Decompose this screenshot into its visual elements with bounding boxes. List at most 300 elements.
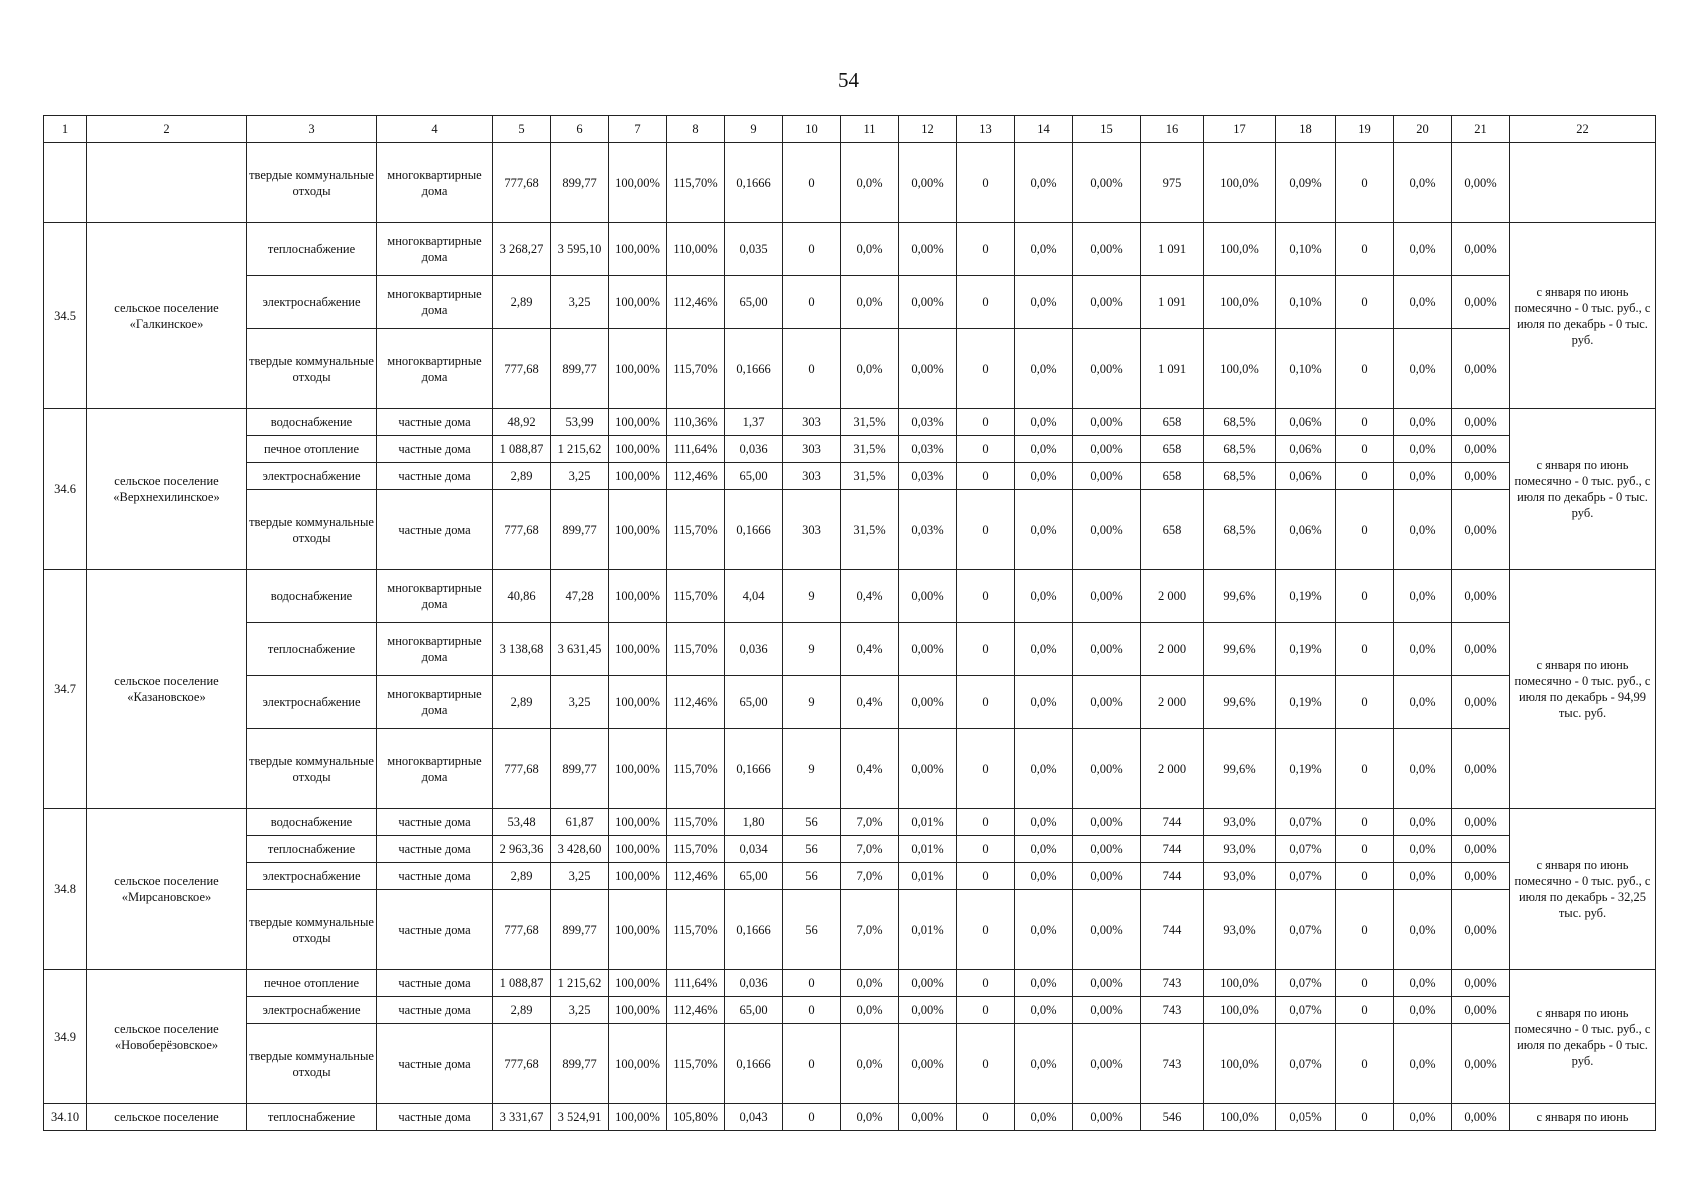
index-first-half: 100,00% [609, 223, 667, 276]
index-first-half: 100,00% [609, 997, 667, 1024]
col11-value: 0,0% [841, 276, 899, 329]
col16-value: 2 000 [1141, 676, 1204, 729]
col20-value: 0,0% [1394, 276, 1452, 329]
index-second-half: 115,70% [667, 890, 725, 970]
housing-type: частные дома [377, 436, 493, 463]
col10-value: 303 [783, 490, 841, 570]
housing-type: частные дома [377, 809, 493, 836]
col18-value: 0,10% [1276, 276, 1336, 329]
col10-value: 9 [783, 570, 841, 623]
tariff-first-half: 40,86 [493, 570, 551, 623]
col13-value: 0 [957, 223, 1015, 276]
col19-value: 0 [1336, 143, 1394, 223]
table-row [44, 143, 1656, 223]
col16-value: 744 [1141, 809, 1204, 836]
col10-value: 0 [783, 997, 841, 1024]
col16-value: 1 091 [1141, 223, 1204, 276]
column-number: 2 [87, 116, 247, 143]
col16-value: 743 [1141, 997, 1204, 1024]
col15-value: 0,00% [1073, 223, 1141, 276]
col19-value: 0 [1336, 997, 1394, 1024]
col15-value: 0,00% [1073, 836, 1141, 863]
service-type: водоснабжение [247, 409, 377, 436]
col20-value: 0,0% [1394, 863, 1452, 890]
col11-value: 7,0% [841, 890, 899, 970]
col20-value: 0,0% [1394, 836, 1452, 863]
col19-value: 0 [1336, 463, 1394, 490]
tariff-first-half: 1 088,87 [493, 970, 551, 997]
col20-value: 0,0% [1394, 490, 1452, 570]
housing-type: частные дома [377, 490, 493, 570]
col15-value: 0,00% [1073, 490, 1141, 570]
col16-value: 744 [1141, 836, 1204, 863]
col18-value: 0,06% [1276, 463, 1336, 490]
col21-value: 0,00% [1452, 223, 1510, 276]
col16-value: 743 [1141, 970, 1204, 997]
service-type: электроснабжение [247, 676, 377, 729]
col11-value: 0,4% [841, 729, 899, 809]
col20-value: 0,0% [1394, 809, 1452, 836]
column-number: 22 [1510, 116, 1656, 143]
housing-type: частные дома [377, 970, 493, 997]
col11-value: 0,0% [841, 1024, 899, 1104]
settlement-name: сельское поселение «Казановское» [87, 570, 247, 809]
index-second-half: 110,36% [667, 409, 725, 436]
col10-value: 0 [783, 970, 841, 997]
consumption-volume: 65,00 [725, 997, 783, 1024]
tariff-second-half: 3,25 [551, 463, 609, 490]
col13-value: 0 [957, 490, 1015, 570]
index-first-half: 100,00% [609, 623, 667, 676]
tariff-first-half: 2,89 [493, 997, 551, 1024]
consumption-volume: 0,1666 [725, 490, 783, 570]
index-first-half: 100,00% [609, 143, 667, 223]
col15-value: 0,00% [1073, 463, 1141, 490]
row-id: 34.7 [44, 570, 87, 809]
col10-value: 303 [783, 436, 841, 463]
col19-value: 0 [1336, 223, 1394, 276]
col21-value: 0,00% [1452, 676, 1510, 729]
col11-value: 0,0% [841, 143, 899, 223]
col20-value: 0,0% [1394, 1104, 1452, 1131]
service-type: электроснабжение [247, 463, 377, 490]
table-row [44, 623, 1656, 676]
col16-value: 743 [1141, 1024, 1204, 1104]
col14-value: 0,0% [1015, 329, 1073, 409]
tariff-first-half: 777,68 [493, 1024, 551, 1104]
col18-value: 0,07% [1276, 997, 1336, 1024]
tariff-second-half: 61,87 [551, 809, 609, 836]
col13-value: 0 [957, 436, 1015, 463]
service-type: твердые коммунальные отходы [247, 143, 377, 223]
housing-type: частные дома [377, 997, 493, 1024]
table-row [44, 570, 1656, 623]
col20-value: 0,0% [1394, 676, 1452, 729]
table-row [44, 997, 1656, 1024]
col16-value: 2 000 [1141, 729, 1204, 809]
col10-value: 9 [783, 676, 841, 729]
index-first-half: 100,00% [609, 276, 667, 329]
consumption-volume: 0,1666 [725, 890, 783, 970]
col18-value: 0,10% [1276, 329, 1336, 409]
col17-value: 93,0% [1204, 863, 1276, 890]
column-number: 11 [841, 116, 899, 143]
col11-value: 0,0% [841, 223, 899, 276]
column-number: 9 [725, 116, 783, 143]
col16-value: 658 [1141, 436, 1204, 463]
col13-value: 0 [957, 570, 1015, 623]
column-number: 18 [1276, 116, 1336, 143]
col11-value: 31,5% [841, 490, 899, 570]
col17-value: 93,0% [1204, 890, 1276, 970]
tariff-second-half: 899,77 [551, 1024, 609, 1104]
col12-value: 0,00% [899, 676, 957, 729]
col20-value: 0,0% [1394, 729, 1452, 809]
col16-value: 744 [1141, 863, 1204, 890]
col17-value: 68,5% [1204, 409, 1276, 436]
col11-value: 0,0% [841, 970, 899, 997]
table-row [44, 890, 1656, 970]
index-first-half: 100,00% [609, 970, 667, 997]
tariff-first-half: 777,68 [493, 729, 551, 809]
index-second-half: 112,46% [667, 997, 725, 1024]
col14-value: 0,0% [1015, 570, 1073, 623]
col18-value: 0,06% [1276, 409, 1336, 436]
consumption-volume: 65,00 [725, 276, 783, 329]
col17-value: 100,0% [1204, 1024, 1276, 1104]
row-id: 34.5 [44, 223, 87, 409]
index-first-half: 100,00% [609, 836, 667, 863]
col21-value: 0,00% [1452, 409, 1510, 436]
index-first-half: 100,00% [609, 1024, 667, 1104]
tariff-first-half: 777,68 [493, 490, 551, 570]
col11-value: 0,0% [841, 997, 899, 1024]
col21-value: 0,00% [1452, 1104, 1510, 1131]
index-first-half: 100,00% [609, 409, 667, 436]
col16-value: 1 091 [1141, 329, 1204, 409]
tariff-second-half: 3,25 [551, 997, 609, 1024]
col14-value: 0,0% [1015, 409, 1073, 436]
col10-value: 56 [783, 863, 841, 890]
tariff-second-half: 3,25 [551, 863, 609, 890]
housing-type: многоквартирные дома [377, 623, 493, 676]
col10-value: 303 [783, 409, 841, 436]
table-row [44, 970, 1656, 997]
col21-value: 0,00% [1452, 836, 1510, 863]
tariff-first-half: 3 138,68 [493, 623, 551, 676]
housing-type: многоквартирные дома [377, 329, 493, 409]
col16-value: 744 [1141, 890, 1204, 970]
settlement-name: сельское поселение «Новоберёзовское» [87, 970, 247, 1104]
col12-value: 0,00% [899, 729, 957, 809]
service-type: теплоснабжение [247, 1104, 377, 1131]
index-second-half: 110,00% [667, 223, 725, 276]
service-type: теплоснабжение [247, 623, 377, 676]
consumption-volume: 0,1666 [725, 729, 783, 809]
consumption-volume: 0,036 [725, 623, 783, 676]
index-second-half: 112,46% [667, 863, 725, 890]
col14-value: 0,0% [1015, 997, 1073, 1024]
col19-value: 0 [1336, 809, 1394, 836]
col15-value: 0,00% [1073, 436, 1141, 463]
col12-value: 0,01% [899, 836, 957, 863]
col18-value: 0,19% [1276, 570, 1336, 623]
col11-value: 31,5% [841, 436, 899, 463]
col16-value: 658 [1141, 409, 1204, 436]
column-number: 7 [609, 116, 667, 143]
col14-value: 0,0% [1015, 809, 1073, 836]
index-first-half: 100,00% [609, 1104, 667, 1131]
payment-note: с января по июнь помесячно - 0 тыс. руб., с июля по декабрь - 94,99 тыс. руб. [1510, 570, 1656, 809]
col15-value: 0,00% [1073, 676, 1141, 729]
tariff-first-half: 48,92 [493, 409, 551, 436]
row-id: 34.6 [44, 409, 87, 570]
col10-value: 9 [783, 729, 841, 809]
col17-value: 100,0% [1204, 329, 1276, 409]
col19-value: 0 [1336, 409, 1394, 436]
column-number: 14 [1015, 116, 1073, 143]
service-type: печное отопление [247, 970, 377, 997]
col21-value: 0,00% [1452, 1024, 1510, 1104]
col13-value: 0 [957, 676, 1015, 729]
column-number: 8 [667, 116, 725, 143]
col14-value: 0,0% [1015, 436, 1073, 463]
column-number: 1 [44, 116, 87, 143]
col12-value: 0,01% [899, 890, 957, 970]
col11-value: 0,0% [841, 1104, 899, 1131]
housing-type: частные дома [377, 409, 493, 436]
col10-value: 56 [783, 836, 841, 863]
col10-value: 56 [783, 890, 841, 970]
housing-type: частные дома [377, 890, 493, 970]
service-type: электроснабжение [247, 863, 377, 890]
col15-value: 0,00% [1073, 729, 1141, 809]
consumption-volume: 65,00 [725, 463, 783, 490]
col20-value: 0,0% [1394, 890, 1452, 970]
col10-value: 0 [783, 1104, 841, 1131]
col12-value: 0,00% [899, 143, 957, 223]
col14-value: 0,0% [1015, 1024, 1073, 1104]
tariff-second-half: 899,77 [551, 729, 609, 809]
col12-value: 0,00% [899, 276, 957, 329]
col21-value: 0,00% [1452, 490, 1510, 570]
col11-value: 7,0% [841, 836, 899, 863]
housing-type: частные дома [377, 863, 493, 890]
col14-value: 0,0% [1015, 490, 1073, 570]
col15-value: 0,00% [1073, 623, 1141, 676]
index-second-half: 115,70% [667, 836, 725, 863]
col16-value: 1 091 [1141, 276, 1204, 329]
index-second-half: 115,70% [667, 1024, 725, 1104]
col19-value: 0 [1336, 676, 1394, 729]
col16-value: 2 000 [1141, 570, 1204, 623]
col17-value: 100,0% [1204, 276, 1276, 329]
col21-value: 0,00% [1452, 463, 1510, 490]
index-second-half: 111,64% [667, 436, 725, 463]
col21-value: 0,00% [1452, 863, 1510, 890]
consumption-volume: 0,036 [725, 970, 783, 997]
tariff-first-half: 3 268,27 [493, 223, 551, 276]
table-row [44, 490, 1656, 570]
index-first-half: 100,00% [609, 570, 667, 623]
col13-value: 0 [957, 836, 1015, 863]
col13-value: 0 [957, 143, 1015, 223]
payment-note: с января по июнь помесячно - 0 тыс. руб., с июля по декабрь - 0 тыс. руб. [1510, 223, 1656, 409]
consumption-volume: 0,034 [725, 836, 783, 863]
col20-value: 0,0% [1394, 623, 1452, 676]
col16-value: 658 [1141, 463, 1204, 490]
column-number: 4 [377, 116, 493, 143]
col11-value: 0,0% [841, 329, 899, 409]
col16-value: 546 [1141, 1104, 1204, 1131]
service-type: твердые коммунальные отходы [247, 729, 377, 809]
consumption-volume: 4,04 [725, 570, 783, 623]
tariff-first-half: 777,68 [493, 329, 551, 409]
col14-value: 0,0% [1015, 1104, 1073, 1131]
page-number: 54 [838, 68, 859, 92]
col15-value: 0,00% [1073, 970, 1141, 997]
column-number: 12 [899, 116, 957, 143]
col11-value: 0,4% [841, 676, 899, 729]
col13-value: 0 [957, 729, 1015, 809]
service-type: теплоснабжение [247, 223, 377, 276]
col17-value: 68,5% [1204, 490, 1276, 570]
tariff-first-half: 2,89 [493, 463, 551, 490]
col12-value: 0,03% [899, 436, 957, 463]
table-row [44, 276, 1656, 329]
tariff-first-half: 2,89 [493, 276, 551, 329]
col16-value: 2 000 [1141, 623, 1204, 676]
housing-type: многоквартирные дома [377, 729, 493, 809]
settlement-name: сельское поселение «Верхнехилинское» [87, 409, 247, 570]
index-first-half: 100,00% [609, 676, 667, 729]
col17-value: 68,5% [1204, 463, 1276, 490]
col12-value: 0,00% [899, 997, 957, 1024]
row-id: 34.8 [44, 809, 87, 970]
tariff-table [43, 115, 1656, 1131]
col14-value: 0,0% [1015, 143, 1073, 223]
tariff-second-half: 53,99 [551, 409, 609, 436]
column-number: 3 [247, 116, 377, 143]
col19-value: 0 [1336, 1104, 1394, 1131]
consumption-volume: 65,00 [725, 863, 783, 890]
col20-value: 0,0% [1394, 1024, 1452, 1104]
tariff-second-half: 3,25 [551, 676, 609, 729]
index-first-half: 100,00% [609, 436, 667, 463]
tariff-second-half: 899,77 [551, 490, 609, 570]
index-second-half: 115,70% [667, 809, 725, 836]
col13-value: 0 [957, 809, 1015, 836]
col18-value: 0,07% [1276, 890, 1336, 970]
table-row [44, 223, 1656, 276]
col17-value: 93,0% [1204, 809, 1276, 836]
consumption-volume: 0,1666 [725, 143, 783, 223]
index-first-half: 100,00% [609, 329, 667, 409]
column-number: 21 [1452, 116, 1510, 143]
col18-value: 0,07% [1276, 1024, 1336, 1104]
housing-type: многоквартирные дома [377, 570, 493, 623]
col18-value: 0,05% [1276, 1104, 1336, 1131]
settlement-name: сельское поселение [87, 1104, 247, 1131]
col13-value: 0 [957, 997, 1015, 1024]
table-row [44, 436, 1656, 463]
col20-value: 0,0% [1394, 570, 1452, 623]
col13-value: 0 [957, 1104, 1015, 1131]
col12-value: 0,03% [899, 490, 957, 570]
col18-value: 0,19% [1276, 729, 1336, 809]
col14-value: 0,0% [1015, 463, 1073, 490]
col14-value: 0,0% [1015, 890, 1073, 970]
col13-value: 0 [957, 409, 1015, 436]
col12-value: 0,00% [899, 570, 957, 623]
col13-value: 0 [957, 276, 1015, 329]
col17-value: 100,0% [1204, 997, 1276, 1024]
service-type: теплоснабжение [247, 836, 377, 863]
consumption-volume: 1,80 [725, 809, 783, 836]
col20-value: 0,0% [1394, 463, 1452, 490]
col17-value: 99,6% [1204, 570, 1276, 623]
tariff-first-half: 2,89 [493, 676, 551, 729]
col17-value: 100,0% [1204, 223, 1276, 276]
col15-value: 0,00% [1073, 890, 1141, 970]
col19-value: 0 [1336, 276, 1394, 329]
col19-value: 0 [1336, 836, 1394, 863]
payment-note: с января по июнь помесячно - 0 тыс. руб., с июля по декабрь - 0 тыс. руб. [1510, 409, 1656, 570]
col13-value: 0 [957, 329, 1015, 409]
col17-value: 99,6% [1204, 623, 1276, 676]
col18-value: 0,19% [1276, 676, 1336, 729]
col11-value: 7,0% [841, 809, 899, 836]
housing-type: многоквартирные дома [377, 276, 493, 329]
tariff-second-half: 3 595,10 [551, 223, 609, 276]
index-second-half: 115,70% [667, 329, 725, 409]
index-second-half: 105,80% [667, 1104, 725, 1131]
col17-value: 93,0% [1204, 836, 1276, 863]
column-number: 6 [551, 116, 609, 143]
column-number: 13 [957, 116, 1015, 143]
column-number: 20 [1394, 116, 1452, 143]
table-row [44, 863, 1656, 890]
col21-value: 0,00% [1452, 329, 1510, 409]
col19-value: 0 [1336, 863, 1394, 890]
col13-value: 0 [957, 1024, 1015, 1104]
service-type: электроснабжение [247, 997, 377, 1024]
housing-type: частные дома [377, 1024, 493, 1104]
col19-value: 0 [1336, 570, 1394, 623]
index-second-half: 112,46% [667, 463, 725, 490]
tariff-second-half: 3 428,60 [551, 836, 609, 863]
index-first-half: 100,00% [609, 863, 667, 890]
index-first-half: 100,00% [609, 490, 667, 570]
col15-value: 0,00% [1073, 570, 1141, 623]
col21-value: 0,00% [1452, 143, 1510, 223]
tariff-second-half: 47,28 [551, 570, 609, 623]
col13-value: 0 [957, 623, 1015, 676]
consumption-volume: 0,1666 [725, 329, 783, 409]
col19-value: 0 [1336, 623, 1394, 676]
col21-value: 0,00% [1452, 276, 1510, 329]
column-number-row [44, 116, 1656, 143]
settlement-name [87, 143, 247, 223]
col20-value: 0,0% [1394, 329, 1452, 409]
index-second-half: 115,70% [667, 729, 725, 809]
housing-type: частные дома [377, 836, 493, 863]
table-row [44, 1104, 1656, 1131]
tariff-second-half: 3 524,91 [551, 1104, 609, 1131]
col21-value: 0,00% [1452, 623, 1510, 676]
consumption-volume: 0,1666 [725, 1024, 783, 1104]
column-number: 15 [1073, 116, 1141, 143]
